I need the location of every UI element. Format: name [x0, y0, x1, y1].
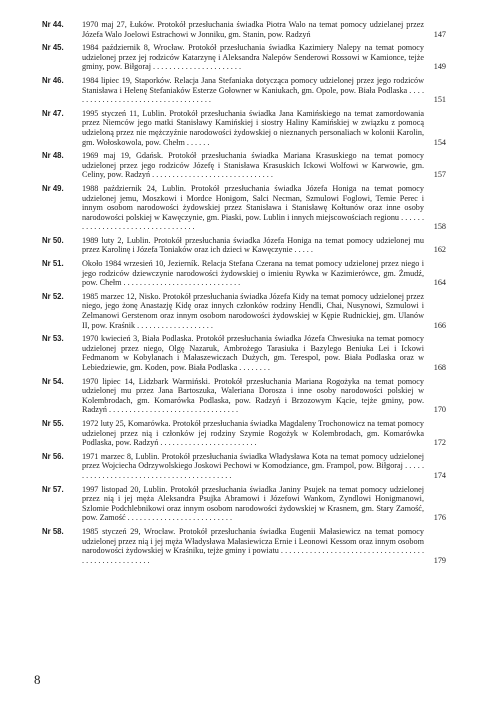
entry-page: 149 — [433, 62, 446, 72]
entry-text: 1995 styczeń 11, Lublin. Protokół przesłuchania świadka Jana Kamińskiego na temat zamordowania przez Niemców jego matki Stanisławy Kamińskiej i siostry Haliny Kamińskiej w związku z pomocą udzieloną przez nie mężczyźnie narodowości żydowskiej o nieznanych personaliach w kolonii Karolin, gm. Wołoskowola, pow. Chełm . . . . . . — [82, 108, 424, 147]
entry-page: 147 — [433, 29, 446, 39]
entry-number: Nr 44. — [42, 20, 64, 29]
entry-page: 158 — [433, 222, 446, 232]
entry-text: 1988 październik 24, Lublin. Protokół przesłuchania świadka Józefa Honiga na temat pomocy udzielonej jemu, Moszkowi i Mordce Honigom, Salci Necman, Szmulowi Foglowi, Temie Perec i innym osobom narodowości żydowskiej przez Stanisława i Stanisławę Kołtunów oraz inne osoby narodowości polskiej w Kawęczynie, gm. Piaski, pow. Lublin i innych miejscowościach regionu . . . . . . . . . . . . . . . . . . . . . . . . . . . . . . . . . . — [82, 183, 424, 232]
entry-number: Nr 50. — [42, 235, 64, 245]
entry-number: Nr 54. — [42, 376, 64, 386]
entry-body — [82, 452, 446, 481]
entry-page: 164 — [433, 278, 446, 288]
entry-number: Nr 55. — [42, 418, 64, 428]
toc-entry — [42, 20, 446, 39]
entry-body — [82, 43, 446, 72]
entry-number: Nr 49. — [42, 183, 64, 193]
entry-body — [82, 292, 446, 330]
entry-body — [82, 377, 446, 415]
toc-entry — [42, 377, 446, 415]
table-of-contents — [42, 20, 446, 569]
entry-page: 174 — [433, 470, 446, 480]
entry-text: 1969 maj 19, Gdańsk. Protokół przesłuchania świadka Mariana Krasuskiego na temat pomocy udzielonej przez jego rodziców Józefę i Stanisława Krasuskich Ickowi Wolfowi w Karwowie, gm. Celiny, pow. Radzyń . . . . . . . . . . . . . . . . . . . . . . . . . . . . . . — [82, 151, 424, 180]
entry-text: 1997 listopad 20, Lublin. Protokół przesłuchania świadka Janiny Psujek na temat pomocy udzielonej przez nią i jej męża Aleksandra Psujka Abramowi i Józefowi Wankom, Zyndlowi Honigmanowi, Szlomie Podchlebnikowi oraz innym osobom narodowości żydowskiej w Krasnem, gm. Stary Zamość, pow. Zamość . . . . . . . . . . . . . . . . . . . . . . . . . . — [82, 484, 424, 523]
entry-body — [82, 259, 446, 288]
entry-body — [82, 236, 446, 255]
entry-body — [82, 184, 446, 232]
entry-text: 1985 styczeń 29, Wrocław. Protokół przesłuchania świadka Eugenii Małasiewicz na temat pomocy udzielonej przez nią i jej męża Władysława Małasiewicza Ernie i Leonowi Kessom oraz innym osobom narodowości żydowskiej w Kraśniku, tejże gminy i powiatu . . . . . . . . . . . . . . . . . . . . . . . . . . . . . . . . . . . . . . . . . . . . . . . . . . . . — [82, 526, 424, 565]
entry-number: Nr 46. — [42, 75, 64, 85]
entry-body — [82, 76, 446, 105]
toc-entry — [42, 151, 446, 180]
entry-text: 1984 październik 8, Wrocław. Protokół przesłuchania świadka Kazimiery Nalepy na temat pomocy udzielonej przez jej rodziców Katarzynę i Aleksandra Nalepów Senderowi Rossowi w Kamionce, tejże gminy, pow. Biłgoraj . . . . . . . . . . . . . . . . . . . . . . — [82, 43, 424, 72]
toc-entry — [42, 419, 446, 448]
entry-page: 154 — [433, 137, 446, 147]
entry-number: Nr 51. — [42, 259, 64, 269]
entry-body — [82, 419, 446, 448]
entry-number: Nr 48. — [42, 151, 64, 161]
entry-text: 1985 marzec 12, Nisko. Protokół przesłuchania świadka Józefa Kidy na temat pomocy udzielonej przez niego, jego żonę Anastazję Kidę oraz innych członków rodziny Hendli, Chai, Nusynowi, Szmulowi i Zelmanowi Gerstenom oraz innym osobom narodowości żydowskiej w Kępie Rudnickiej, gm. Ulanów II, pow. Kraśnik . . . . . . . . . . . . . . . . . . . — [82, 291, 424, 330]
entry-text: 1972 luty 25, Komarówka. Protokół przesłuchania świadka Magdaleny Trochonowicz na temat pomocy udzielonej przez nią i członków jej rodziny Szymie Rogożyk w Kolembrodach, gm. Komarówka Podlaska, pow. Radzyń . . . . . . . . . . . . . . . . . . . . . . . . — [82, 418, 424, 448]
entry-number: Nr 58. — [42, 526, 64, 536]
toc-entry — [42, 452, 446, 481]
entry-page: 170 — [433, 405, 446, 415]
entry-page: 172 — [433, 438, 446, 448]
entry-text: 1970 maj 27, Łuków. Protokół przesłuchania świadka Piotra Walo na temat pomocy udzielanej przez Józefa Walo Joelowi Estrachowi w Jonniku, gm. Stanin, pow. Radzyń — [82, 20, 424, 39]
entry-number: Nr 57. — [42, 484, 64, 494]
toc-entry — [42, 76, 446, 105]
toc-entry — [42, 292, 446, 330]
entry-page: 179 — [433, 555, 446, 565]
toc-entry — [42, 109, 446, 147]
entry-page: 176 — [433, 513, 446, 523]
entry-body — [82, 20, 446, 39]
entry-number: Nr 45. — [42, 43, 64, 53]
entry-text: 1970 lipiec 14, Lidzbark Warmiński. Protokół przesłuchania Mariana Rogożyka na temat pomocy udzielonej mu przez Jana Bartoszuka, Waleriana Dorosza i inne osoby narodowości polskiej w Kolembrodach, gm. Komarówka Podlaska, pow. Radzyń i Brzozowym Kącie, tejże gminy, pow. Radzyń . . . . . . . . . . . . . . . . . . . . . . . . . . . . . . . . — [82, 376, 424, 415]
entry-page: 157 — [433, 170, 446, 180]
toc-entry — [42, 259, 446, 288]
entry-number: Nr 52. — [42, 291, 64, 301]
entry-body — [82, 334, 446, 372]
toc-entry — [42, 43, 446, 72]
entry-page: 162 — [433, 245, 446, 255]
toc-entry — [42, 334, 446, 372]
toc-entry — [42, 527, 446, 565]
entry-text: Około 1984 wrzesień 10, Jezierník. Relacja Stefana Czerana na temat pomocy udzielonej przez niego i jego rodziców dziewczynie narodowości żydowskiej o imieniu Rywka w Kazimierówce, gm. Żmudź, pow. Chełm . . . . . . . . . . . . . . . . . . . . . . . . . . . . . — [82, 259, 424, 288]
entry-body — [82, 527, 446, 565]
entry-body — [82, 485, 446, 523]
entry-page: 166 — [433, 320, 446, 330]
entry-number: Nr 53. — [42, 334, 64, 344]
entry-number: Nr 56. — [42, 451, 64, 461]
entry-body — [82, 151, 446, 180]
toc-entry — [42, 485, 446, 523]
entry-body — [82, 109, 446, 147]
entry-text: 1970 kwiecień 3, Biała Podlaska. Protokół przesłuchania świadka Józefa Chwesiuka na temat pomocy udzielonej przez niego, Olgę Nazaruk, Ambrożego Tarasiuka i Bazylego Beniuka Lei i Ickowi Fedmanom w Kobylanach i Małaszewiczach Dużych, gm. Terespol, pow. Biała Podlaska oraz w Lebiedziewie, gm. Koden, pow. Biała Podlaska . . . . . . . . — [82, 334, 424, 372]
toc-entry — [42, 236, 446, 255]
entry-page: 151 — [433, 95, 446, 105]
entry-number: Nr 47. — [42, 108, 64, 118]
entry-text: 1989 luty 2, Lublin. Protokół przesłuchania świadka Józefa Honiga na temat pomocy udzielonej mu przez Karolinę i Józefa Toniaków oraz ich dzieci w Kawęczynie . . . . . — [82, 235, 424, 255]
toc-entry — [42, 184, 446, 232]
entry-text: 1971 marzec 8, Lublin. Protokół przesłuchania świadka Władysława Kota na temat pomocy udzielonej przez Wojciecha Odrzywolskiego Joskowi Pechowi w Komodziance, gm. Frampol, pow. Biłgoraj . . . . . . . . . . . . . . . . . . . . . . . . . . . . . . . . . . . . . . . . . . — [82, 451, 424, 480]
page-number: 8 — [34, 672, 41, 687]
entry-text: 1984 lipiec 19, Staporków. Relacja Jana Stefaniaka dotycząca pomocy udzielonej przez jego rodziców Stanisława i Helenę Stefaniaków Esterze Gołowner w Kaniukach, gm. Opole, pow. Biała Podlaska . . . . . . . . . . . . . . . . . . . . . . . . . . . . . . . . . . . . — [82, 75, 424, 105]
entry-page: 168 — [433, 363, 446, 372]
